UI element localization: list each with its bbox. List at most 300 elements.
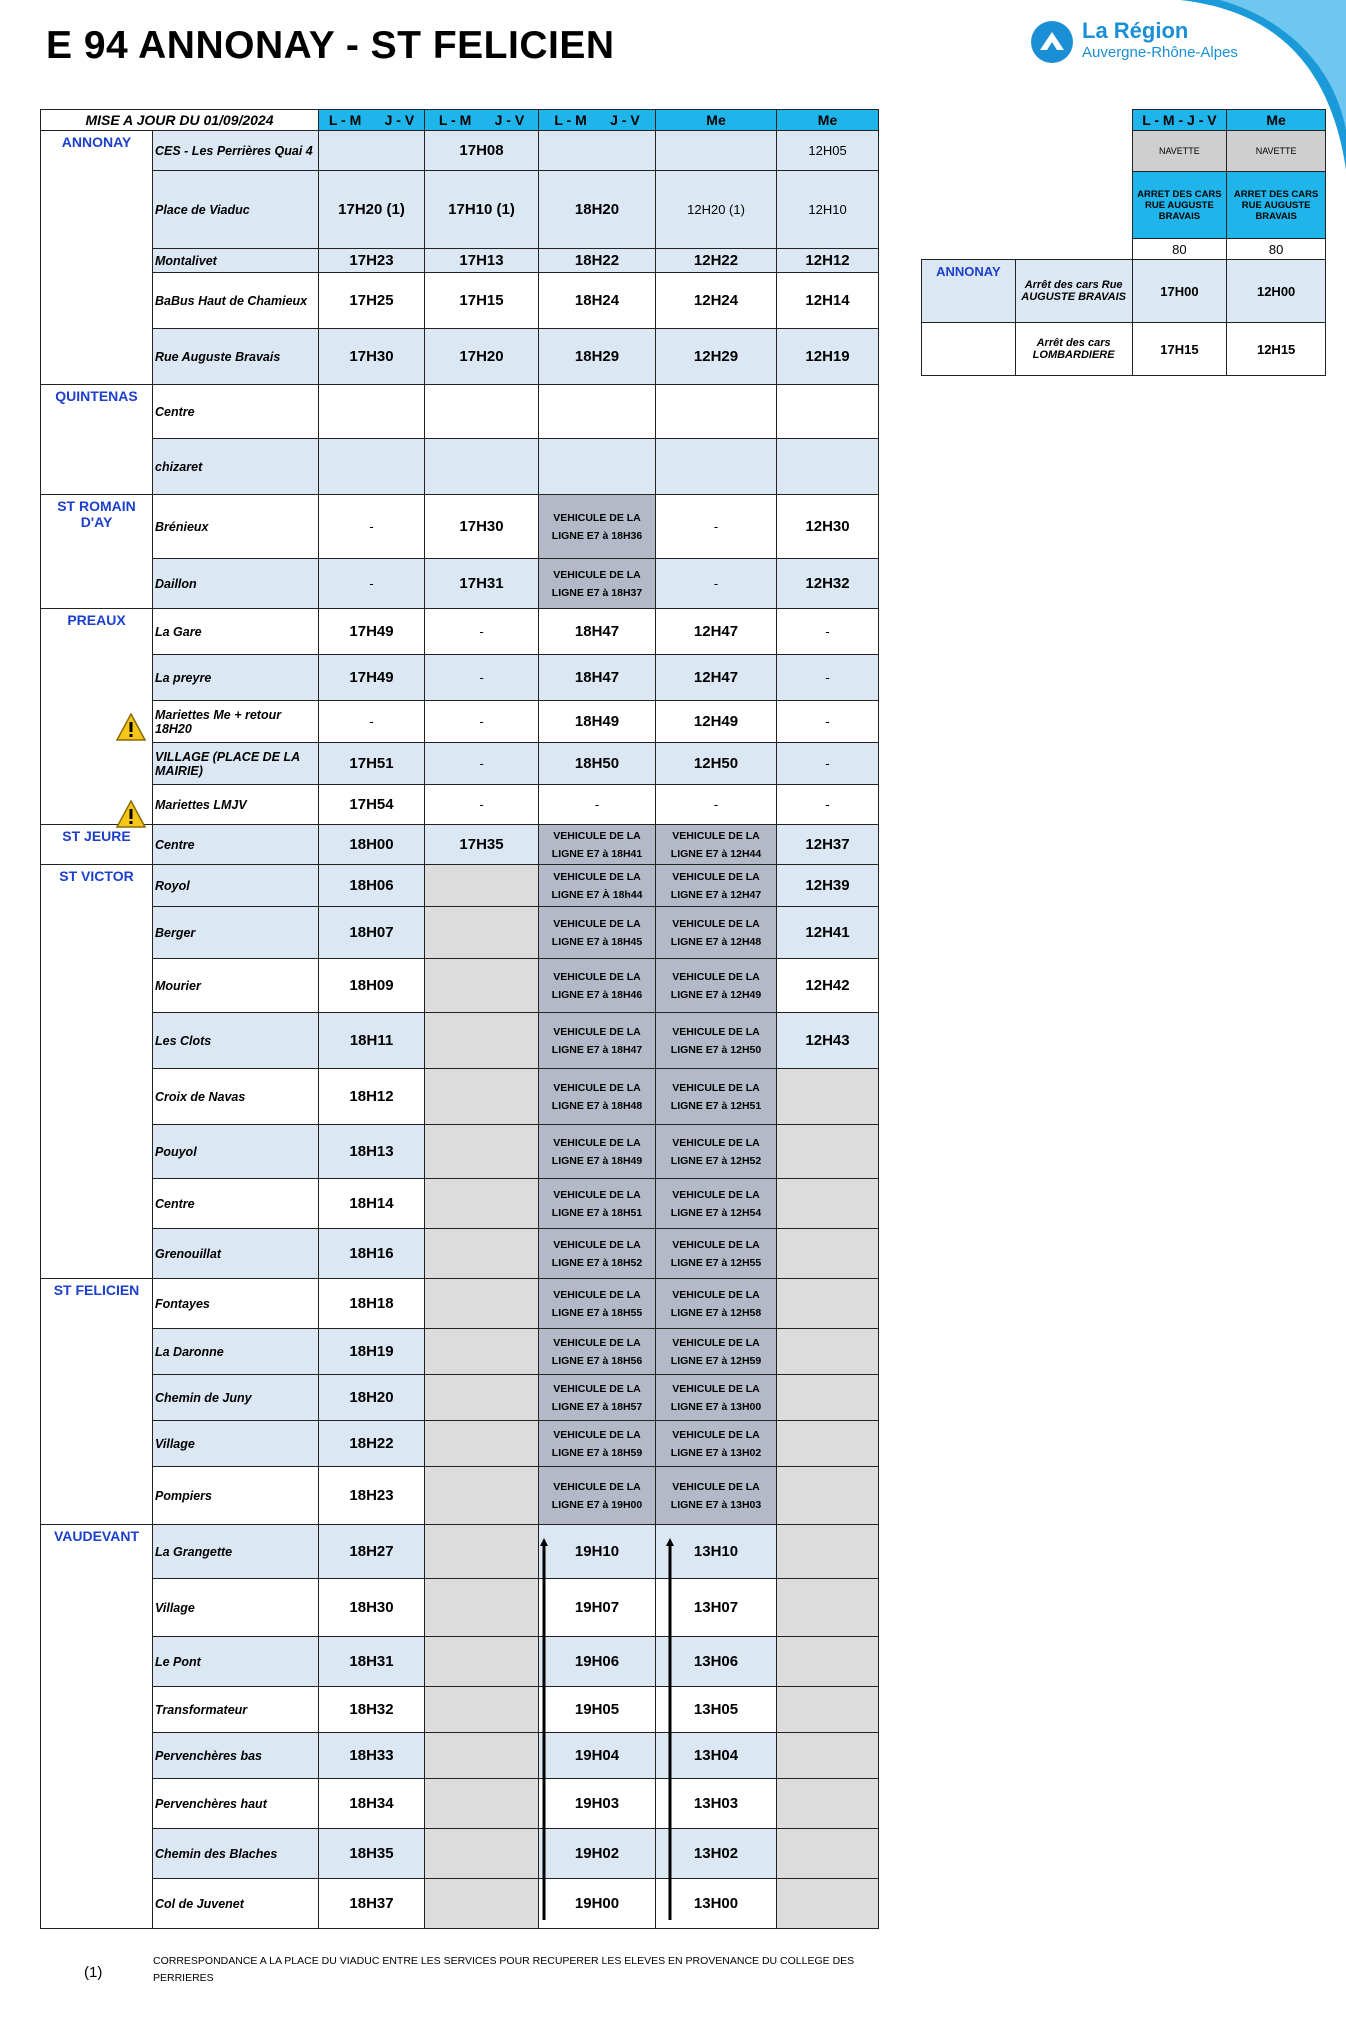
timetable-row xyxy=(41,1013,879,1069)
vehicle-line-time: LIGNE E7 à 18H48 xyxy=(551,1099,643,1112)
vehicle-transfer-cell xyxy=(656,1179,777,1229)
vehicle-prefix: VEHICULE DE LA xyxy=(672,970,760,983)
vehicle-transfer-cell xyxy=(656,907,777,959)
departure-time xyxy=(777,1879,879,1929)
departure-time xyxy=(425,1125,539,1179)
stop-name: La preyre xyxy=(153,655,319,701)
departure-time xyxy=(777,1229,879,1279)
departure-time: 19H03 xyxy=(539,1779,656,1829)
departure-time: 19H07 xyxy=(539,1579,656,1637)
departure-time: - xyxy=(425,655,539,701)
vehicle-prefix: VEHICULE DE LA xyxy=(553,1480,641,1493)
navette-table xyxy=(921,109,1326,376)
vehicle-transfer-cell xyxy=(656,959,777,1013)
vehicle-line-time: LIGNE E7 à 13H03 xyxy=(670,1498,762,1511)
departure-time: - xyxy=(656,559,777,609)
departure-time: - xyxy=(777,743,879,785)
timetable-row xyxy=(41,1279,879,1329)
vehicle-line-time: LIGNE E7 à 13H02 xyxy=(670,1446,762,1459)
departure-time: - xyxy=(425,701,539,743)
departure-time: 13H03 xyxy=(656,1779,777,1829)
stop-name: Pouyol xyxy=(153,1125,319,1179)
departure-time: - xyxy=(777,701,879,743)
departure-time: 18H47 xyxy=(539,609,656,655)
vehicle-line-time: LIGNE E7 à 12H58 xyxy=(670,1306,762,1319)
column-header: L - M J - V xyxy=(539,110,656,131)
vehicle-transfer-cell xyxy=(539,1467,656,1525)
departure-time xyxy=(425,907,539,959)
timetable-row xyxy=(41,249,879,273)
departure-time: 18H11 xyxy=(319,1013,425,1069)
departure-time: 17H25 xyxy=(319,273,425,329)
departure-time: 12H42 xyxy=(777,959,879,1013)
departure-time xyxy=(425,865,539,907)
timetable xyxy=(40,109,879,1929)
vehicle-prefix: VEHICULE DE LA xyxy=(672,1188,760,1201)
vehicle-prefix: VEHICULE DE LA xyxy=(553,1382,641,1395)
departure-time: 18H20 xyxy=(539,171,656,249)
stop-name: Col de Juvenet xyxy=(153,1879,319,1929)
timetable-row xyxy=(41,1733,879,1779)
stop-name: CES - Les Perrières Quai 4 xyxy=(153,131,319,171)
departure-time: - xyxy=(777,785,879,825)
timetable-row xyxy=(41,1229,879,1279)
departure-time xyxy=(777,1179,879,1229)
navette-time: 17H00 xyxy=(1132,260,1227,323)
vehicle-line-time: LIGNE E7 à 12H44 xyxy=(670,847,762,860)
timetable-row xyxy=(41,385,879,439)
vehicle-transfer-cell xyxy=(539,1229,656,1279)
departure-time: 12H50 xyxy=(656,743,777,785)
departure-time: - xyxy=(656,785,777,825)
timetable-row xyxy=(41,655,879,701)
departure-time: 17H51 xyxy=(319,743,425,785)
departure-time xyxy=(425,1829,539,1879)
vehicle-line-time: LIGNE E7 À 18h44 xyxy=(551,888,643,901)
departure-time: 18H33 xyxy=(319,1733,425,1779)
vehicle-transfer-cell xyxy=(656,865,777,907)
stop-name: Croix de Navas xyxy=(153,1069,319,1125)
departure-time xyxy=(539,131,656,171)
timetable-row xyxy=(41,1069,879,1125)
departure-time xyxy=(425,1375,539,1421)
departure-time xyxy=(425,1525,539,1579)
departure-time: 17H20 (1) xyxy=(319,171,425,249)
timetable-row xyxy=(41,1879,879,1929)
departure-time: 13H10 xyxy=(656,1525,777,1579)
vehicle-prefix: VEHICULE DE LA xyxy=(553,970,641,983)
vehicle-line-time: LIGNE E7 à 18H59 xyxy=(551,1446,643,1459)
timetable-row xyxy=(41,559,879,609)
departure-time: 12H20 (1) xyxy=(656,171,777,249)
column-header: Me xyxy=(777,110,879,131)
timetable-row xyxy=(41,1125,879,1179)
stop-name: La Gare xyxy=(153,609,319,655)
departure-time: 18H23 xyxy=(319,1467,425,1525)
timetable-row xyxy=(41,1829,879,1879)
departure-time: 18H20 xyxy=(319,1375,425,1421)
departure-time: 18H12 xyxy=(319,1069,425,1125)
stop-name: Pompiers xyxy=(153,1467,319,1525)
vehicle-transfer-cell xyxy=(539,495,656,559)
departure-time xyxy=(425,1013,539,1069)
departure-time: - xyxy=(425,785,539,825)
navette-time: 17H15 xyxy=(1132,323,1227,376)
departure-time: 19H00 xyxy=(539,1879,656,1929)
vehicle-line-time: LIGNE E7 à 18H41 xyxy=(551,847,643,860)
footnote-number: (1) xyxy=(84,1964,103,1981)
region-logo-icon xyxy=(1030,20,1074,64)
timetable-row xyxy=(41,959,879,1013)
departure-time: 12H47 xyxy=(656,655,777,701)
departure-time: 19H06 xyxy=(539,1637,656,1687)
vehicle-prefix: VEHICULE DE LA xyxy=(553,568,641,581)
city-name: ST ROMAIN D'AY xyxy=(41,495,153,609)
vehicle-transfer-cell xyxy=(656,1329,777,1375)
departure-time: 17H15 xyxy=(425,273,539,329)
departure-time: 17H35 xyxy=(425,825,539,865)
direction-arrow-up xyxy=(666,1538,674,1920)
departure-time xyxy=(777,1329,879,1375)
vehicle-line-time: LIGNE E7 à 12H47 xyxy=(670,888,762,901)
navette-type: NAVETTE xyxy=(1132,131,1227,172)
departure-time: 18H09 xyxy=(319,959,425,1013)
vehicle-transfer-cell xyxy=(656,1013,777,1069)
vehicle-prefix: VEHICULE DE LA xyxy=(553,1428,641,1441)
stop-name: Village xyxy=(153,1579,319,1637)
departure-time xyxy=(777,1421,879,1467)
departure-time xyxy=(777,1125,879,1179)
navette-number-row xyxy=(922,239,1326,260)
vehicle-transfer-cell xyxy=(656,1375,777,1421)
vehicle-transfer-cell xyxy=(539,959,656,1013)
departure-time: 17H10 (1) xyxy=(425,171,539,249)
stop-name: Village xyxy=(153,1421,319,1467)
city-name: ST FELICIEN xyxy=(41,1279,153,1525)
stop-name: Chemin des Blaches xyxy=(153,1829,319,1879)
vehicle-prefix: VEHICULE DE LA xyxy=(672,829,760,842)
departure-time xyxy=(777,1069,879,1125)
departure-time: - xyxy=(777,655,879,701)
departure-time: 18H07 xyxy=(319,907,425,959)
vehicle-prefix: VEHICULE DE LA xyxy=(672,1428,760,1441)
departure-time: 12H47 xyxy=(656,609,777,655)
departure-time xyxy=(425,1279,539,1329)
departure-time: 17H54 xyxy=(319,785,425,825)
vehicle-transfer-cell xyxy=(656,1125,777,1179)
departure-time: 17H49 xyxy=(319,655,425,701)
vehicle-line-time: LIGNE E7 à 18H47 xyxy=(551,1043,643,1056)
timetable-row xyxy=(41,495,879,559)
city-name: ST VICTOR xyxy=(41,865,153,1279)
navette-row xyxy=(922,260,1326,323)
departure-time xyxy=(425,1069,539,1125)
direction-arrow-up xyxy=(540,1538,548,1920)
departure-time: 18H35 xyxy=(319,1829,425,1879)
city-name: QUINTENAS xyxy=(41,385,153,495)
departure-time xyxy=(777,1467,879,1525)
vehicle-prefix: VEHICULE DE LA xyxy=(553,829,641,842)
vehicle-prefix: VEHICULE DE LA xyxy=(672,1238,760,1251)
vehicle-line-time: LIGNE E7 à 12H51 xyxy=(670,1099,762,1112)
departure-time: 19H04 xyxy=(539,1733,656,1779)
departure-time: 18H24 xyxy=(539,273,656,329)
timetable-row xyxy=(41,743,879,785)
stop-name: Les Clots xyxy=(153,1013,319,1069)
departure-time xyxy=(425,1687,539,1733)
stop-name: Transformateur xyxy=(153,1687,319,1733)
departure-time: - xyxy=(319,701,425,743)
navette-time: 12H00 xyxy=(1227,260,1326,323)
vehicle-line-time: LIGNE E7 à 12H59 xyxy=(670,1354,762,1367)
departure-time xyxy=(425,439,539,495)
departure-time xyxy=(656,131,777,171)
departure-time: 17H13 xyxy=(425,249,539,273)
vehicle-line-time: LIGNE E7 à 18H51 xyxy=(551,1206,643,1219)
region-logo xyxy=(1030,18,1320,78)
timetable-row xyxy=(41,1329,879,1375)
city-name: ANNONAY xyxy=(41,131,153,385)
departure-time: 18H32 xyxy=(319,1687,425,1733)
departure-time: 18H50 xyxy=(539,743,656,785)
departure-time: 17H30 xyxy=(425,495,539,559)
departure-time: 12H49 xyxy=(656,701,777,743)
navette-stop: Arrêt des cars Rue AUGUSTE BRAVAIS xyxy=(1015,260,1132,323)
departure-time xyxy=(777,439,879,495)
timetable-row xyxy=(41,609,879,655)
departure-time: 19H02 xyxy=(539,1829,656,1879)
timetable-row xyxy=(41,907,879,959)
stop-name: chizaret xyxy=(153,439,319,495)
timetable-row xyxy=(41,273,879,329)
departure-time: 18H13 xyxy=(319,1125,425,1179)
departure-time: 18H49 xyxy=(539,701,656,743)
departure-time: 12H12 xyxy=(777,249,879,273)
departure-time: 19H05 xyxy=(539,1687,656,1733)
vehicle-transfer-cell xyxy=(539,1179,656,1229)
warning-icon xyxy=(116,713,146,741)
navette-number: 80 xyxy=(1227,239,1326,260)
timetable-row xyxy=(41,171,879,249)
stop-name: Place de Viaduc xyxy=(153,171,319,249)
departure-time: - xyxy=(319,495,425,559)
timetable-header xyxy=(41,110,879,131)
departure-time: 12H39 xyxy=(777,865,879,907)
departure-time: 18H29 xyxy=(539,329,656,385)
departure-time: - xyxy=(425,743,539,785)
departure-time: 12H30 xyxy=(777,495,879,559)
vehicle-transfer-cell xyxy=(656,1467,777,1525)
vehicle-prefix: VEHICULE DE LA xyxy=(553,1136,641,1149)
vehicle-prefix: VEHICULE DE LA xyxy=(672,1136,760,1149)
departure-time xyxy=(539,385,656,439)
departure-time: 17H31 xyxy=(425,559,539,609)
departure-time xyxy=(425,1229,539,1279)
departure-time xyxy=(425,1467,539,1525)
vehicle-transfer-cell xyxy=(539,559,656,609)
departure-time: 17H20 xyxy=(425,329,539,385)
departure-time xyxy=(425,1421,539,1467)
timetable-row xyxy=(41,701,879,743)
departure-time: 18H37 xyxy=(319,1879,425,1929)
column-header: L - M J - V xyxy=(319,110,425,131)
region-logo-subtitle: Auvergne-Rhône-Alpes xyxy=(1082,44,1238,61)
stop-name: Royol xyxy=(153,865,319,907)
departure-time xyxy=(425,1779,539,1829)
vehicle-line-time: LIGNE E7 à 18H45 xyxy=(551,935,643,948)
departure-time: - xyxy=(656,495,777,559)
departure-time xyxy=(777,1687,879,1733)
departure-time: 12H14 xyxy=(777,273,879,329)
stop-name: La Daronne xyxy=(153,1329,319,1375)
timetable-row xyxy=(41,865,879,907)
vehicle-transfer-cell xyxy=(656,825,777,865)
stop-name: Pervenchères haut xyxy=(153,1779,319,1829)
navette-type: NAVETTE xyxy=(1227,131,1326,172)
departure-time: 18H30 xyxy=(319,1579,425,1637)
timetable-row xyxy=(41,1779,879,1829)
vehicle-line-time: LIGNE E7 à 18H57 xyxy=(551,1400,643,1413)
stop-name: Brénieux xyxy=(153,495,319,559)
departure-time xyxy=(319,385,425,439)
vehicle-line-time: LIGNE E7 à 12H52 xyxy=(670,1154,762,1167)
departure-time: 18H19 xyxy=(319,1329,425,1375)
departure-time: 12H10 xyxy=(777,171,879,249)
departure-time: 18H18 xyxy=(319,1279,425,1329)
footnote-text: CORRESPONDANCE A LA PLACE DU VIADUC ENTRE LES SERVICES POUR RECUPERER LES ELEVES EN PROVENANCE DU COLLEGE DES PERRIERES xyxy=(153,1955,855,1984)
departure-time xyxy=(777,1375,879,1421)
departure-time: 12H05 xyxy=(777,131,879,171)
departure-time xyxy=(425,1329,539,1375)
vehicle-prefix: VEHICULE DE LA xyxy=(553,1288,641,1301)
city-name: VAUDEVANT xyxy=(41,1525,153,1929)
column-header: L - M J - V xyxy=(425,110,539,131)
departure-time xyxy=(319,131,425,171)
navette-stop: Arrêt des cars LOMBARDIERE xyxy=(1015,323,1132,376)
timetable-row xyxy=(41,1579,879,1637)
stop-name: Chemin de Juny xyxy=(153,1375,319,1421)
vehicle-prefix: VEHICULE DE LA xyxy=(672,1025,760,1038)
departure-time: 12H32 xyxy=(777,559,879,609)
vehicle-prefix: VEHICULE DE LA xyxy=(553,1238,641,1251)
departure-time xyxy=(777,1637,879,1687)
vehicle-line-time: LIGNE E7 à 18H37 xyxy=(551,586,643,599)
vehicle-transfer-cell xyxy=(656,1229,777,1279)
vehicle-line-time: LIGNE E7 à 12H50 xyxy=(670,1043,762,1056)
vehicle-transfer-cell xyxy=(539,1069,656,1125)
city-name: PREAUX xyxy=(41,609,153,825)
departure-time: 18H06 xyxy=(319,865,425,907)
timetable-row xyxy=(41,1375,879,1421)
departure-time: 13H06 xyxy=(656,1637,777,1687)
vehicle-line-time: LIGNE E7 à 18H49 xyxy=(551,1154,643,1167)
departure-time: 13H04 xyxy=(656,1733,777,1779)
navette-depart: ARRET DES CARS RUE AUGUSTE BRAVAIS xyxy=(1132,172,1227,239)
vehicle-transfer-cell xyxy=(539,907,656,959)
stop-name: Mariettes Me + retour 18H20 xyxy=(153,701,319,743)
vehicle-line-time: LIGNE E7 à 12H48 xyxy=(670,935,762,948)
stop-name: Berger xyxy=(153,907,319,959)
vehicle-line-time: LIGNE E7 à 18H56 xyxy=(551,1354,643,1367)
stop-name: Centre xyxy=(153,825,319,865)
vehicle-prefix: VEHICULE DE LA xyxy=(672,1480,760,1493)
departure-time: 18H47 xyxy=(539,655,656,701)
departure-time: 13H07 xyxy=(656,1579,777,1637)
city-name: ST JEURE xyxy=(41,825,153,865)
vehicle-transfer-cell xyxy=(656,1421,777,1467)
departure-time: 12H19 xyxy=(777,329,879,385)
vehicle-line-time: LIGNE E7 à 18H52 xyxy=(551,1256,643,1269)
vehicle-prefix: VEHICULE DE LA xyxy=(553,1081,641,1094)
stop-name: Mariettes LMJV xyxy=(153,785,319,825)
timetable-row xyxy=(41,825,879,865)
timetable-row xyxy=(41,329,879,385)
departure-time: 17H49 xyxy=(319,609,425,655)
departure-time xyxy=(319,439,425,495)
vehicle-prefix: VEHICULE DE LA xyxy=(553,1188,641,1201)
departure-time xyxy=(425,1179,539,1229)
departure-time: 17H08 xyxy=(425,131,539,171)
departure-time: 18H14 xyxy=(319,1179,425,1229)
departure-time: 18H16 xyxy=(319,1229,425,1279)
vehicle-line-time: LIGNE E7 à 12H54 xyxy=(670,1206,762,1219)
stop-name: Rue Auguste Bravais xyxy=(153,329,319,385)
stop-name: Daillon xyxy=(153,559,319,609)
stop-name: VILLAGE (PLACE DE LA MAIRIE) xyxy=(153,743,319,785)
departure-time: 18H22 xyxy=(539,249,656,273)
departure-time xyxy=(777,1733,879,1779)
page-title: E 94 ANNONAY - ST FELICIEN xyxy=(46,24,615,67)
departure-time: 12H41 xyxy=(777,907,879,959)
timetable-row xyxy=(41,1687,879,1733)
vehicle-prefix: VEHICULE DE LA xyxy=(553,917,641,930)
vehicle-prefix: VEHICULE DE LA xyxy=(672,1382,760,1395)
departure-time xyxy=(777,385,879,439)
navette-row xyxy=(922,323,1326,376)
departure-time: 13H00 xyxy=(656,1879,777,1929)
vehicle-transfer-cell xyxy=(539,825,656,865)
timetable-row xyxy=(41,1525,879,1579)
departure-time: - xyxy=(777,609,879,655)
stop-name: Fontayes xyxy=(153,1279,319,1329)
departure-time: 18H22 xyxy=(319,1421,425,1467)
departure-time xyxy=(425,959,539,1013)
departure-time: 17H30 xyxy=(319,329,425,385)
timetable-row xyxy=(41,1637,879,1687)
stop-name: Mourier xyxy=(153,959,319,1013)
departure-time xyxy=(777,1829,879,1879)
navette-column-header: L - M - J - V xyxy=(1132,110,1227,131)
departure-time xyxy=(777,1525,879,1579)
vehicle-line-time: LIGNE E7 à 12H49 xyxy=(670,988,762,1001)
departure-time xyxy=(425,1579,539,1637)
stop-name: La Grangette xyxy=(153,1525,319,1579)
departure-time: 12H29 xyxy=(656,329,777,385)
stop-name: Le Pont xyxy=(153,1637,319,1687)
vehicle-line-time: LIGNE E7 à 18H36 xyxy=(551,529,643,542)
navette-time: 12H15 xyxy=(1227,323,1326,376)
update-date: MISE A JOUR DU 01/09/2024 xyxy=(41,110,319,131)
vehicle-transfer-cell xyxy=(539,1375,656,1421)
timetable-row xyxy=(41,439,879,495)
vehicle-transfer-cell xyxy=(539,865,656,907)
vehicle-transfer-cell xyxy=(539,1329,656,1375)
vehicle-prefix: VEHICULE DE LA xyxy=(553,1336,641,1349)
timetable-row xyxy=(41,785,879,825)
departure-time: - xyxy=(319,559,425,609)
vehicle-prefix: VEHICULE DE LA xyxy=(553,1025,641,1038)
timetable-row xyxy=(41,1179,879,1229)
